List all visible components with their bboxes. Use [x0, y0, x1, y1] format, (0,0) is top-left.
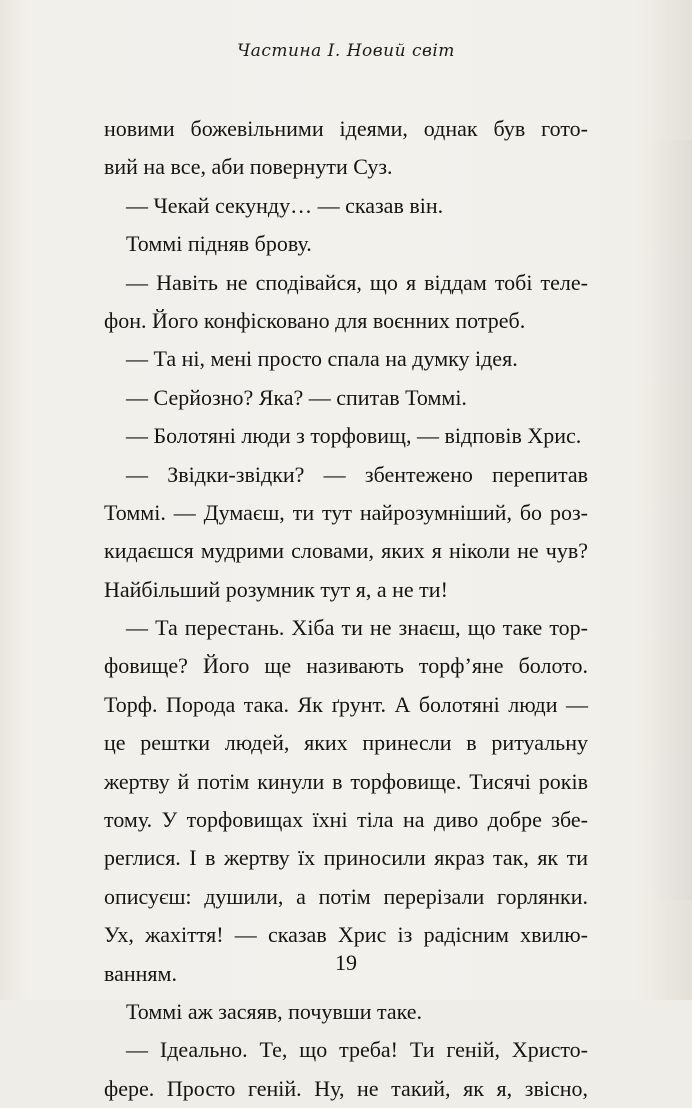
text-line: — Серйозно? Яка? — спитав Томмі. [126, 384, 467, 410]
text-line: фере. Просто геній. Ну, не такий, як я, звісно, [104, 1075, 588, 1101]
text-line: фон. Його конфісковано для воєнних потреб. [104, 307, 526, 333]
text-line: описуєш: душили, а потім перерізали горлянки. [104, 883, 588, 909]
text-line: ванням. [104, 960, 177, 986]
text-line: це рештки людей, яких принесли в ритуальну [104, 730, 588, 756]
text-line: — Та ні, мені просто спала на думку ідея. [126, 346, 518, 372]
text-line: реглися. І в жертву їх приносили якраз так, як ти [104, 845, 588, 871]
text-line: новими божевільними ідеями, однак був гото- [104, 116, 588, 141]
page-number: 19 [335, 950, 357, 975]
text-line: — Ідеально. Те, що треба! Ти геній, Христо- [126, 1037, 588, 1063]
text-line: тому. У торфовищах їхні тіла на диво добре збе- [104, 807, 588, 833]
show-through-shadow [652, 140, 692, 900]
running-head: Частина I. Новий світ [237, 41, 455, 61]
text-line: Томмі. — Думаєш, ти тут найрозумніший, бо роз- [104, 499, 588, 525]
text-line: — Та перестань. Хіба ти не знаєш, що таке тор- [126, 615, 588, 641]
text-line: жертву й потім кинули в торфовище. Тисячі років [104, 768, 588, 794]
text-line: — Навіть не сподівайся, що я віддам тобі теле- [126, 269, 588, 295]
text-line: Ух, жахіття! — сказав Хрис із радісним хвилю- [104, 922, 588, 948]
text-line: Найбільший розумник тут я, а не ти! [104, 576, 448, 602]
text-line: — Чекай секунду… — сказав він. [126, 192, 444, 218]
text-line: Торф. Порода така. Як ґрунт. А болотяні люди — [104, 691, 588, 717]
text-line: Томмі підняв брову. [126, 231, 312, 257]
text-line: — Болотяні люди з торфовищ, — відповів Хрис. [126, 423, 582, 449]
text-line: фовище? Його ще називають торф’яне болото. [104, 653, 588, 679]
text-line: Томмі аж засяяв, почувши таке. [126, 998, 423, 1024]
text-line: вий на все, аби повернути Суз. [104, 154, 393, 180]
text-line: кидаєшся мудрими словами, яких я ніколи не чув? [104, 538, 588, 564]
text-line: — Звідки-звідки? — збентежено перепитав [126, 461, 588, 487]
